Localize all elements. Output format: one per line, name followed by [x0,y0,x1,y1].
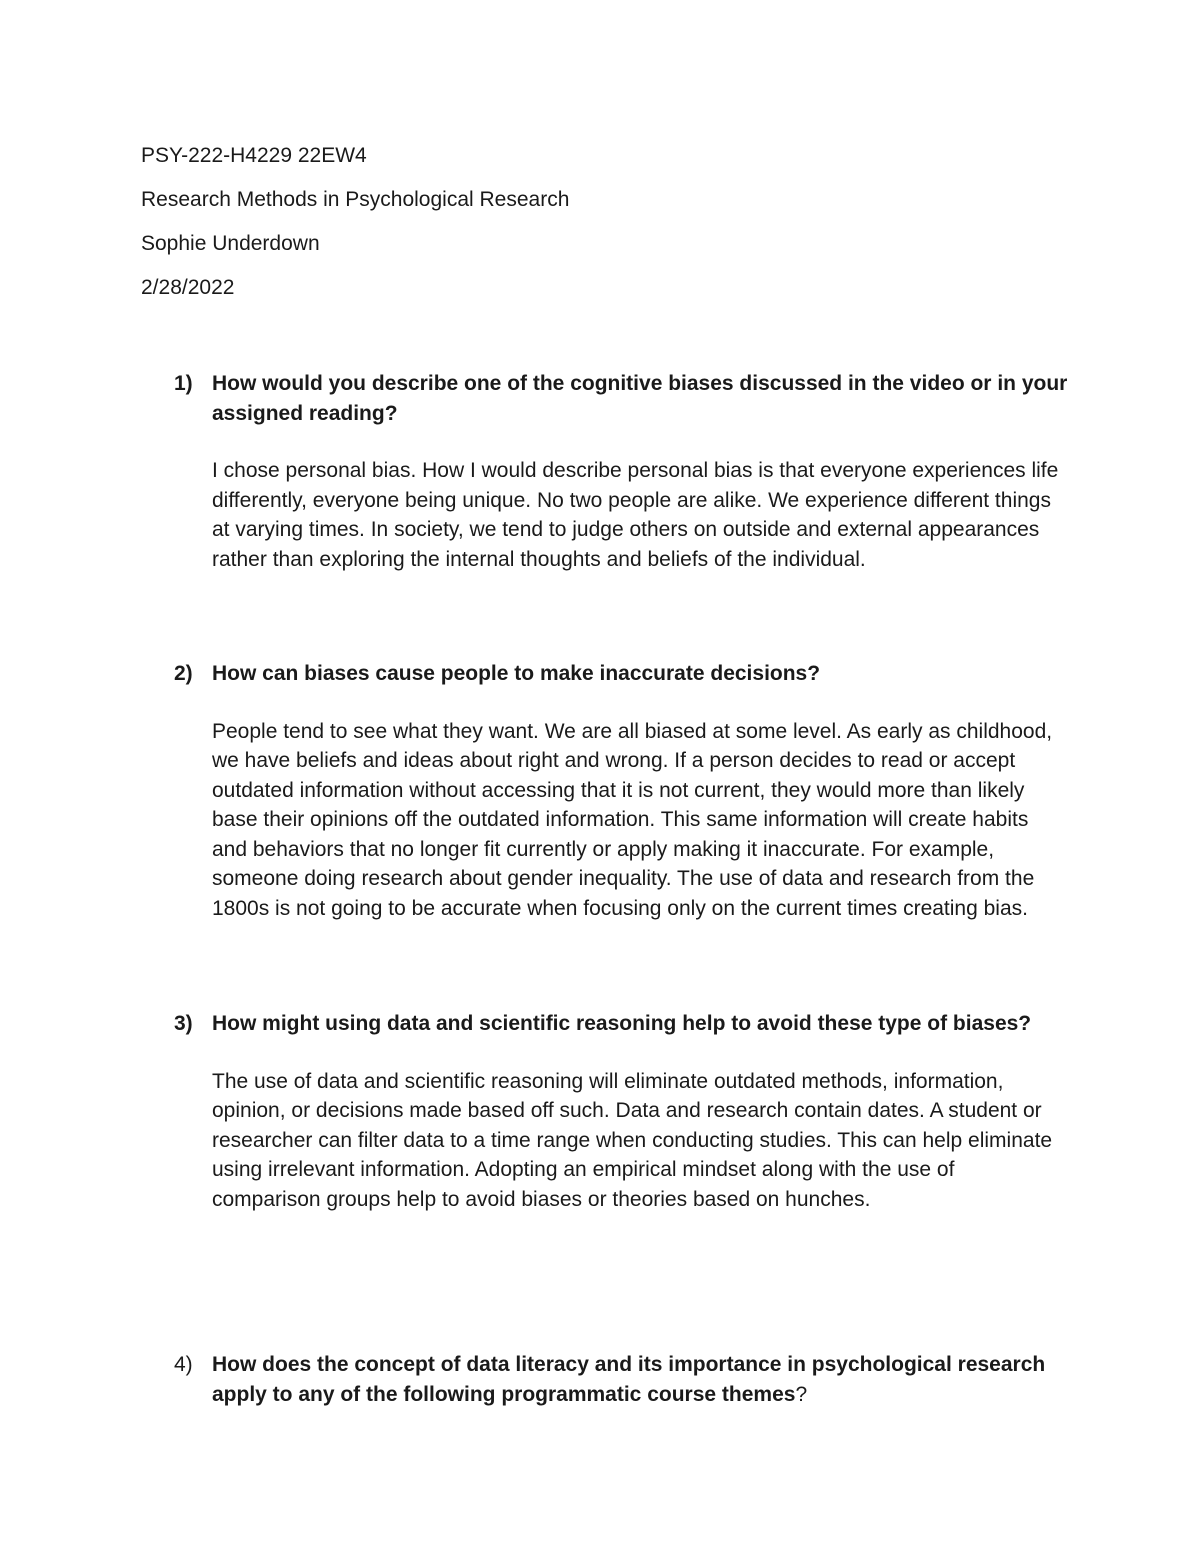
question-block-3 [141,1009,1071,1350]
question-number-2: 2) [174,662,193,685]
question-block-2 [141,659,1071,1009]
author-name: Sophie Underdown [141,232,320,255]
question-text-1: How would you describe one of the cognitive biases discussed in the video or in your assigned reading? [212,372,1068,425]
answer-text-1: I chose personal bias. How I would describe personal bias is that everyone experiences life differently, everyone being unique. No two people are alike. We experience different things at varying times. In society, we tend to judge others on outside and external appearances rather than exploring the internal thoughts and beliefs of the individual. [212,459,1059,571]
question-number-3: 3) [174,1012,193,1035]
document-header [141,143,1041,319]
question-number-1: 1) [174,372,193,395]
course-code: PSY-222-H4229 22EW4 [141,144,367,167]
question-text-3: How might using data and scientific reasoning help to avoid these type of biases? [212,1012,1032,1035]
question-block-4 [141,1350,1071,1409]
question-text-2: How can biases cause people to make inaccurate decisions? [212,662,821,685]
submission-date: 2/28/2022 [141,276,235,299]
question-text-4 [212,1350,1071,1409]
answer-text-3: The use of data and scientific reasoning will eliminate outdated methods, information, opinion, or decisions made based off such. Data and research contain dates. A student or researcher can filter data to a time range when conducting studies. This can help eliminate using irrelevant information. Adopting an empirical mindset along with the use of comparison groups help to avoid biases or theories based on hunches. [212,1069,1053,1211]
question-text-4-tail: ? [795,1382,808,1406]
question-number-4: 4) [174,1353,193,1376]
answer-text-2: People tend to see what they want. We are all biased at some level. As early as childhood, we have beliefs and ideas about right and wrong. If a person decides to read or accept outdated information without accessing that it is not current, they would more than likely base their opinions off the outdated information. This same information will create habits and behaviors that no longer fit currently or apply making it inaccurate. For example, someone doing research about gender inequality. The use of data and research from the 1800s is not going to be accurate when focusing only on the current times creating bias. [212,719,1053,920]
question-block-1 [141,369,1071,659]
question-text-4-main: How does the concept of data literacy and its importance in psychological research apply to any of the following programmatic course themes [212,1353,1046,1406]
course-title: Research Methods in Psychological Research [141,188,570,211]
question-list [141,369,1071,1409]
